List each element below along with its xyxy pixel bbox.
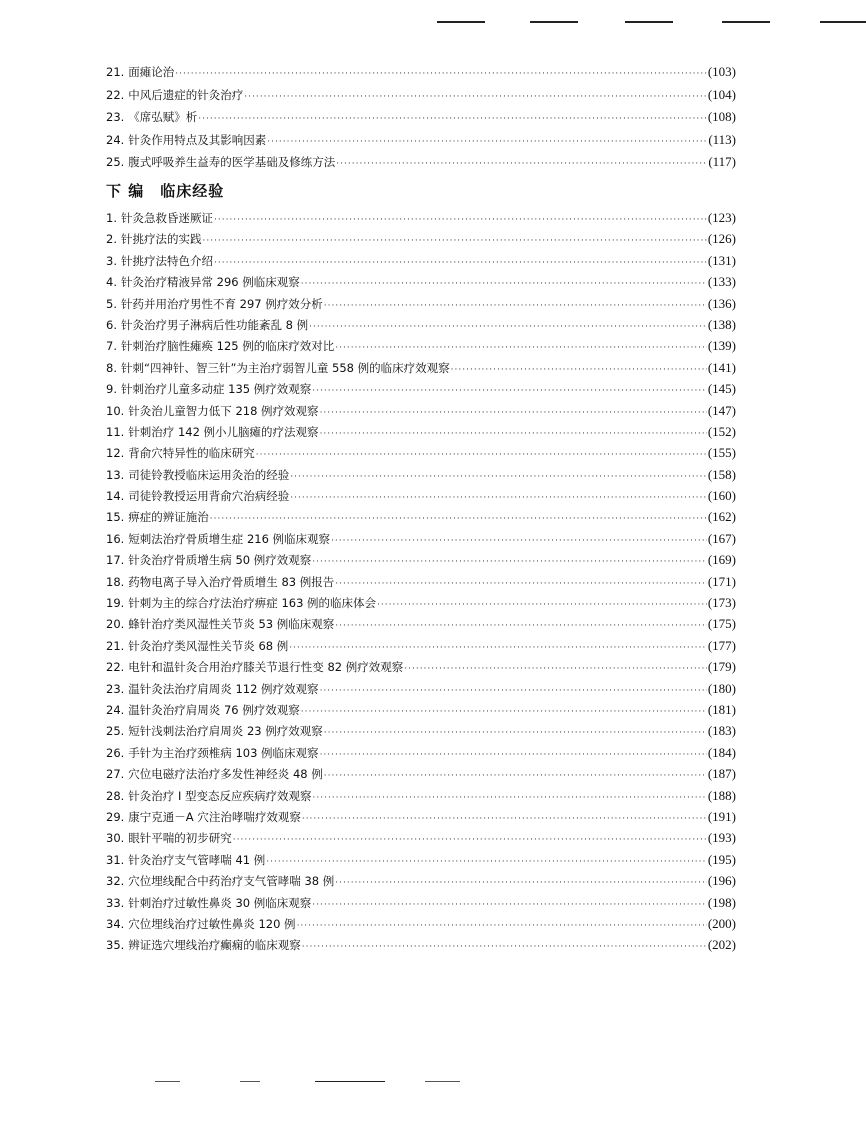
- part-title: 临床经验: [160, 182, 225, 200]
- entry-page: (173): [707, 595, 736, 611]
- dot-leader: [312, 386, 707, 396]
- entry-page: (196): [707, 873, 736, 889]
- entry-number: 22.: [106, 87, 125, 102]
- toc-entry[interactable]: [106, 809, 736, 830]
- toc-entry[interactable]: [106, 681, 736, 702]
- entry-title: 背俞穴特异性的临床研究: [128, 446, 255, 461]
- entry-title: 腹式呼吸养生益寿的医学基础及修练方法: [128, 155, 336, 169]
- toc-entry[interactable]: [106, 509, 736, 530]
- entry-number: 34.: [106, 916, 125, 931]
- toc-entry[interactable]: [106, 531, 736, 552]
- toc-entry[interactable]: [106, 445, 736, 466]
- entry-title: 电针和温针灸合用治疗膝关节退行性变 82 例疗效观察: [128, 660, 404, 675]
- entry-number: 22.: [106, 660, 125, 675]
- entry-title: 针药并用治疗男性不育 297 例疗效分析: [120, 296, 323, 311]
- entry-page: (123): [707, 210, 736, 225]
- toc-list-upper: [106, 64, 736, 177]
- entry-title: 温针灸法治疗肩周炎 112 例疗效观察: [128, 681, 319, 696]
- entry-title: 针灸治疗支气管哮喘 41 例: [128, 852, 266, 867]
- entry-page: (177): [707, 637, 736, 653]
- toc-entry[interactable]: [106, 552, 736, 573]
- entry-number: 6.: [106, 317, 117, 332]
- entry-title: 短刺法治疗骨质增生症 216 例临床观察: [128, 531, 331, 546]
- entry-title: 辨证选穴埋线治疗癫痫的临床观察: [128, 938, 301, 953]
- toc-entry[interactable]: [106, 253, 736, 274]
- toc-entry[interactable]: [106, 109, 736, 132]
- entry-number: 4.: [106, 275, 117, 290]
- dot-leader: [202, 236, 706, 246]
- entry-page: (152): [707, 423, 736, 439]
- entry-title: 针灸治儿童智力低下 218 例疗效观察: [128, 403, 319, 418]
- toc-entry[interactable]: [106, 638, 736, 659]
- dot-leader: [302, 942, 707, 952]
- entry-number: 3.: [106, 253, 117, 268]
- dot-leader: [214, 215, 707, 225]
- entry-page: (160): [707, 488, 736, 504]
- entry-number: 2.: [106, 232, 117, 247]
- toc-entry[interactable]: [106, 360, 736, 381]
- entry-number: 29.: [106, 809, 125, 824]
- entry-title: 蜂针治疗类风湿性关节炎 53 例临床观察: [128, 617, 335, 632]
- entry-title: 针灸治疗男子淋病后性功能紊乱 8 例: [120, 317, 309, 332]
- entry-title: 针灸急救昏迷厥证: [120, 211, 213, 225]
- dot-leader: [198, 114, 707, 124]
- dot-leader: [451, 365, 707, 375]
- entry-number: 33.: [106, 895, 125, 910]
- entry-title: 针灸治疗精液异常 296 例临床观察: [120, 275, 300, 290]
- toc-entry[interactable]: [106, 338, 736, 359]
- entry-page: (158): [707, 466, 736, 482]
- dot-leader: [301, 707, 707, 717]
- entry-page: (162): [707, 509, 736, 525]
- entry-title: 司徒铃教授临床运用灸治的经验: [128, 467, 290, 482]
- entry-number: 10.: [106, 403, 125, 418]
- entry-title: 手针为主治疗颈椎病 103 例临床观察: [128, 745, 319, 760]
- entry-title: 针挑疗法特色介绍: [120, 253, 213, 268]
- entry-number: 25.: [106, 724, 125, 739]
- dot-leader: [210, 514, 707, 524]
- toc-entry[interactable]: [106, 745, 736, 766]
- toc-entry[interactable]: [106, 488, 736, 509]
- entry-title: 司徒铃教授运用背俞穴治病经验: [128, 489, 290, 504]
- toc-entry[interactable]: [106, 723, 736, 744]
- entry-title: 穴位埋线治疗过敏性鼻炎 120 例: [128, 916, 296, 931]
- entry-number: 5.: [106, 296, 117, 311]
- entry-title: 针刺“四神针、智三针”为主治疗弱智儿童 558 例的临床疗效观察: [120, 360, 450, 375]
- entry-page: (181): [707, 701, 736, 717]
- dot-leader: [312, 900, 707, 910]
- toc-entry[interactable]: [106, 87, 736, 110]
- entry-number: 11.: [106, 424, 125, 439]
- dot-leader: [313, 793, 707, 803]
- entry-title: 中风后遗症的针灸治疗: [128, 87, 244, 102]
- entry-page: (138): [707, 316, 736, 332]
- entry-number: 8.: [106, 360, 117, 375]
- dot-leader: [233, 835, 707, 845]
- scan-artifact: [315, 1081, 385, 1082]
- entry-title: 穴位埋线配合中药治疗支气管哮喘 38 例: [128, 874, 335, 889]
- toc-entry[interactable]: [106, 403, 736, 424]
- entry-number: 27.: [106, 767, 125, 782]
- toc-entry[interactable]: [106, 616, 736, 637]
- toc-entry[interactable]: [106, 702, 736, 723]
- header-rule: [437, 21, 485, 23]
- entry-title: 针刺治疗过敏性鼻炎 30 例临床观察: [128, 895, 312, 910]
- entry-title: 穴位电磁疗法治疗多发性神经炎 48 例: [128, 767, 323, 782]
- dot-leader: [175, 69, 707, 79]
- toc-entry[interactable]: [106, 937, 736, 958]
- part-label: 下 编: [106, 182, 145, 200]
- entry-page: (179): [707, 659, 736, 675]
- entry-number: 26.: [106, 745, 125, 760]
- toc-entry[interactable]: [106, 830, 736, 851]
- entry-page: (180): [707, 680, 736, 696]
- toc-entry[interactable]: [106, 659, 736, 680]
- toc-entry[interactable]: [106, 381, 736, 402]
- entry-number: 21.: [106, 65, 125, 79]
- toc-entry[interactable]: [106, 467, 736, 488]
- dot-leader: [297, 921, 707, 931]
- dot-leader: [320, 429, 707, 439]
- dot-leader: [336, 159, 707, 169]
- toc-entry[interactable]: [106, 274, 736, 295]
- entry-number: 18.: [106, 574, 125, 589]
- entry-page: (200): [707, 915, 736, 931]
- scan-artifact: [155, 1081, 180, 1082]
- entry-number: 28.: [106, 788, 125, 803]
- entry-number: 31.: [106, 852, 125, 867]
- dot-leader: [266, 857, 707, 867]
- entry-page: (167): [707, 530, 736, 546]
- entry-page: (139): [707, 338, 736, 354]
- toc-entry[interactable]: [106, 852, 736, 873]
- entry-page: (195): [707, 851, 736, 867]
- entry-number: 17.: [106, 553, 125, 568]
- header-rule: [820, 21, 866, 23]
- toc-entry[interactable]: [106, 574, 736, 595]
- entry-title: 针灸治疗骨质增生病 50 例疗效观察: [128, 553, 312, 568]
- entry-number: 16.: [106, 531, 125, 546]
- dot-leader: [256, 450, 707, 460]
- entry-number: 24.: [106, 132, 125, 147]
- dot-leader: [377, 600, 707, 610]
- entry-number: 35.: [106, 938, 125, 953]
- dot-leader: [309, 322, 707, 332]
- entry-page: (191): [707, 808, 736, 824]
- entry-page: (169): [707, 552, 736, 568]
- entry-page: (171): [707, 573, 736, 589]
- dot-leader: [335, 343, 707, 353]
- dot-leader: [324, 728, 707, 738]
- entry-page: (126): [707, 231, 736, 247]
- entry-title: 针灸治疗类风湿性关节炎 68 例: [128, 638, 289, 653]
- toc-entry[interactable]: [106, 595, 736, 616]
- dot-leader: [302, 814, 707, 824]
- entry-number: 9.: [106, 382, 117, 397]
- toc-entry[interactable]: [106, 424, 736, 445]
- entry-page: (104): [707, 86, 736, 102]
- entry-page: (155): [707, 445, 736, 461]
- toc-entry[interactable]: [106, 210, 736, 231]
- dot-leader: [335, 878, 707, 888]
- dot-leader: [214, 258, 707, 268]
- dot-leader: [324, 771, 707, 781]
- entry-title: 康宁克通－A 穴注治哮喘疗效观察: [128, 809, 301, 824]
- toc-entry[interactable]: [106, 916, 736, 937]
- entry-page: (117): [708, 154, 736, 169]
- entry-page: (193): [707, 830, 736, 846]
- entry-page: (108): [707, 109, 736, 124]
- dot-leader: [320, 686, 707, 696]
- entry-page: (198): [707, 894, 736, 910]
- entry-number: 23.: [106, 681, 125, 696]
- dot-leader: [301, 279, 707, 289]
- entry-page: (184): [707, 744, 736, 760]
- entry-page: (183): [707, 723, 736, 739]
- toc-entry[interactable]: [106, 64, 736, 87]
- dot-leader: [244, 92, 707, 102]
- entry-title: 针刺治疗 142 例小儿脑瘫的疗法观察: [128, 424, 319, 439]
- entry-title: 面瘫论治: [128, 65, 175, 79]
- entry-title: 针刺治疗脑性瘫痪 125 例的临床疗效对比: [120, 339, 335, 354]
- toc-entry[interactable]: [106, 873, 736, 894]
- entry-number: 21.: [106, 638, 125, 653]
- entry-number: 30.: [106, 831, 125, 846]
- entry-number: 23.: [106, 110, 125, 124]
- entry-page: (113): [708, 131, 736, 147]
- entry-page: (175): [707, 616, 736, 632]
- dot-leader: [289, 643, 707, 653]
- entry-title: 温针灸治疗肩周炎 76 例疗效观察: [128, 702, 300, 717]
- entry-page: (147): [707, 402, 736, 418]
- entry-title: 短针浅刺法治疗肩周炎 23 例疗效观察: [128, 724, 323, 739]
- dot-leader: [312, 557, 707, 567]
- dot-leader: [267, 137, 707, 147]
- dot-leader: [335, 579, 707, 589]
- entry-title: 眼针平喘的初步研究: [128, 831, 232, 846]
- entry-title: 针刺治疗儿童多动症 135 例疗效观察: [120, 382, 312, 397]
- toc-entry[interactable]: [106, 154, 736, 177]
- entry-number: 25.: [106, 155, 125, 169]
- entry-title: 针灸作用特点及其影响因素: [128, 132, 267, 147]
- entry-title: 针刺为主的综合疗法治疗痹症 163 例的临床体会: [128, 596, 377, 611]
- toc-entry[interactable]: [106, 895, 736, 916]
- dot-leader: [324, 301, 707, 311]
- entry-title: 《席弘赋》析: [128, 110, 198, 124]
- entry-title: 痹症的辨证施治: [128, 510, 209, 525]
- entry-page: (133): [707, 274, 736, 290]
- entry-page: (131): [707, 252, 736, 268]
- toc-entry[interactable]: [106, 788, 736, 809]
- dot-leader: [404, 664, 707, 674]
- toc-entry[interactable]: [106, 296, 736, 317]
- toc-entry[interactable]: [106, 132, 736, 155]
- entry-page: (136): [707, 295, 736, 311]
- scan-artifact: [425, 1081, 460, 1082]
- scan-artifact: [240, 1081, 260, 1082]
- entry-number: 14.: [106, 489, 125, 504]
- entry-number: 20.: [106, 617, 125, 632]
- entry-number: 1.: [106, 211, 117, 225]
- dot-leader: [335, 621, 707, 631]
- entry-title: 药物电离子导入治疗骨质增生 83 例报告: [128, 574, 335, 589]
- header-rule: [722, 21, 770, 23]
- entry-number: 12.: [106, 446, 125, 461]
- dot-leader: [290, 472, 707, 482]
- header-rule: [530, 21, 578, 23]
- entry-page: (103): [707, 64, 736, 79]
- entry-number: 13.: [106, 467, 125, 482]
- entry-page: (187): [707, 766, 736, 782]
- entry-number: 19.: [106, 596, 125, 611]
- toc-entry[interactable]: [106, 317, 736, 338]
- toc-entry[interactable]: [106, 231, 736, 252]
- part-heading: [106, 180, 224, 201]
- entry-number: 7.: [106, 339, 117, 354]
- dot-leader: [290, 493, 707, 503]
- entry-number: 24.: [106, 702, 125, 717]
- entry-page: (141): [707, 359, 736, 375]
- entry-page: (145): [707, 381, 736, 397]
- entry-page: (188): [707, 787, 736, 803]
- dot-leader: [331, 536, 707, 546]
- entry-title: 针灸治疗 I 型变态反应疾病疗效观察: [128, 788, 312, 803]
- entry-page: (202): [707, 937, 736, 953]
- toc-entry[interactable]: [106, 766, 736, 787]
- dot-leader: [320, 408, 707, 418]
- dot-leader: [320, 750, 707, 760]
- toc-list-clinical: [106, 210, 736, 959]
- header-rule: [625, 21, 673, 23]
- entry-number: 32.: [106, 874, 125, 889]
- entry-title: 针挑疗法的实践: [120, 232, 202, 247]
- entry-number: 15.: [106, 510, 125, 525]
